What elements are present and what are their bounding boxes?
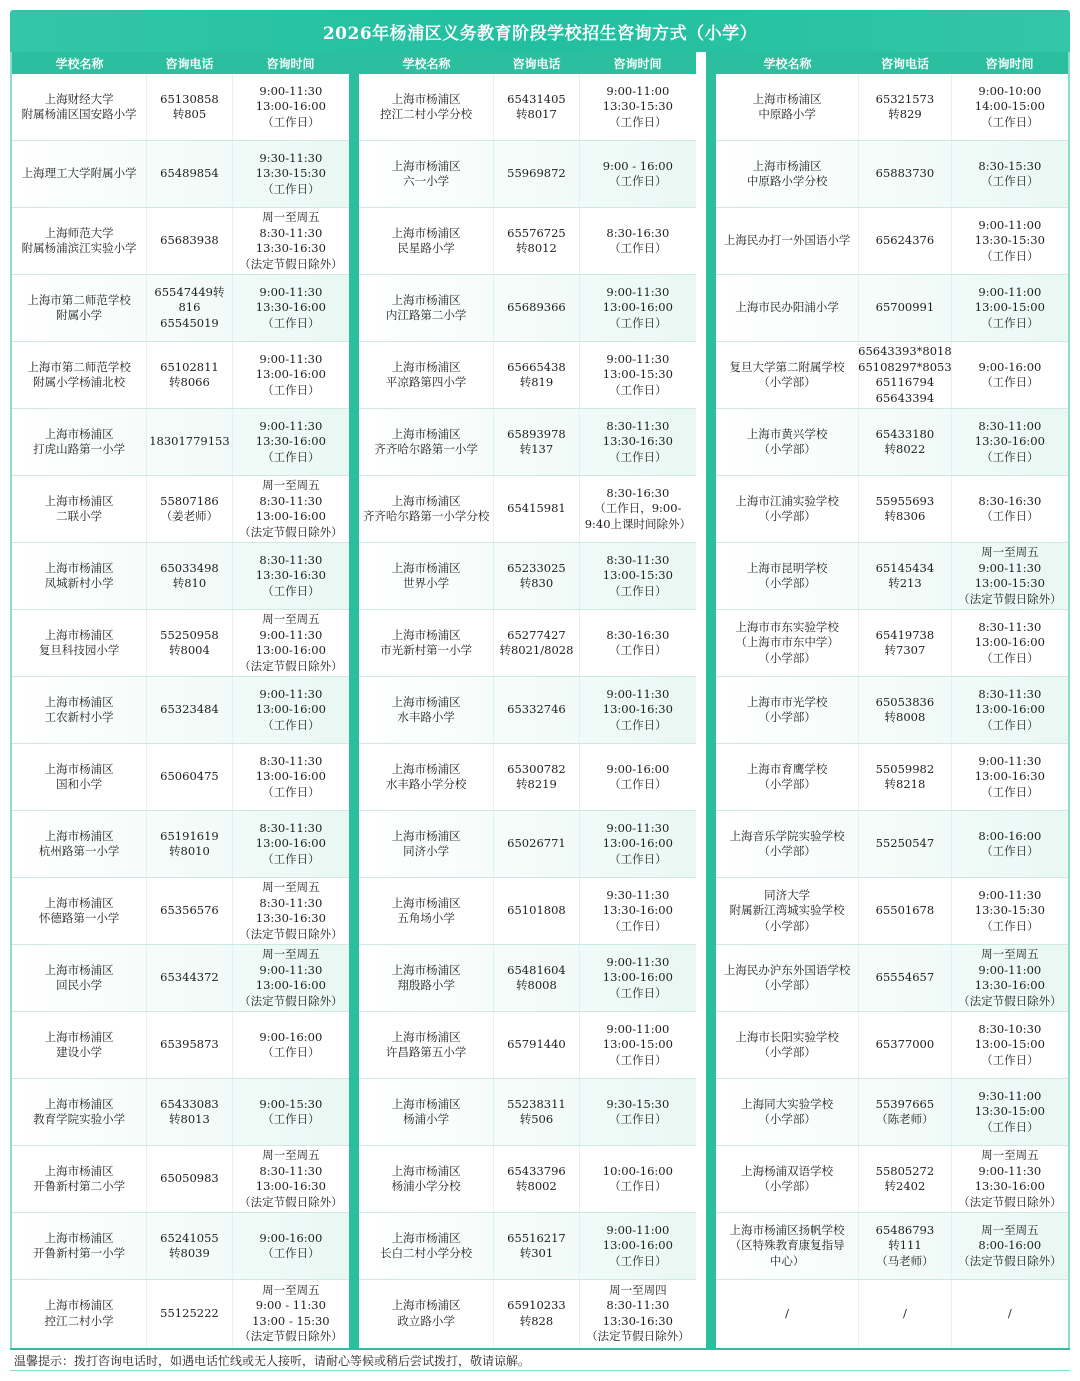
time-cell: 9:00-11:30 13:30-16:00 （工作日） [255, 284, 326, 330]
table-row [359, 275, 696, 342]
school-name-cell: 上海市第二师范学校 附属小学 [27, 292, 131, 322]
phone-cell: 65643393*8018 65108297*8053 65116794 65643394 [858, 342, 952, 408]
phone-cell: 65419738 转7307 [858, 610, 951, 676]
time-cell: 9:30-15:30 （工作日） [606, 1096, 670, 1126]
time-cell: / [1007, 1305, 1012, 1320]
time-cell: 9:30-11:30 13:30-16:00 （工作日） [602, 887, 673, 933]
header-school-name: 学校名称 [402, 56, 451, 71]
time-cell: 9:00-10:00 14:00-15:00 （工作日） [974, 83, 1045, 129]
school-name-cell: 上海市杨浦区 六一小学 [391, 158, 461, 188]
table-row [12, 1213, 349, 1280]
phone-cell: 65433083 转8013 [146, 1079, 233, 1145]
time-cell: 9:00-11:30 13:00-16:00 （工作日） [255, 351, 326, 397]
table-row [716, 677, 1068, 744]
school-name-cell: 上海市杨浦区 五角场小学 [391, 895, 461, 925]
phone-cell: 65547449转816 65545019 [146, 275, 233, 341]
table-row [716, 744, 1068, 811]
table-row [359, 208, 696, 275]
table-header [716, 52, 1068, 74]
phone-cell: 65486793 转111 （马老师） [858, 1213, 951, 1279]
phone-cell: 65516217 转301 [493, 1213, 580, 1279]
table-row [359, 409, 696, 476]
phone-cell: 65893978 转137 [493, 409, 580, 475]
school-name-cell: 上海理工大学附属小学 [21, 166, 137, 181]
phone-cell: 65481604 转8008 [493, 945, 580, 1011]
time-cell: 9:30-11:00 13:30-15:00 （工作日） [974, 1088, 1045, 1134]
school-name-cell: 上海市杨浦区 控江二村小学分校 [380, 91, 473, 121]
school-name-cell: 上海市杨浦区 二联小学 [44, 493, 114, 523]
table-row [716, 1079, 1068, 1146]
header-time: 咨询时间 [613, 56, 662, 71]
school-name-cell: 上海市杨浦区 水丰路小学分校 [385, 761, 467, 791]
school-name-cell: 上海市杨浦区 市光新村第一小学 [380, 627, 473, 657]
table-row [716, 610, 1068, 677]
table-column-3 [716, 52, 1068, 1347]
table-row [359, 1079, 696, 1146]
time-cell: 9:00-11:30 13:00-15:30 （工作日） [602, 351, 673, 397]
time-cell: 周一至周五 8:00-16:00 （法定节假日除外） [958, 1222, 1062, 1268]
phone-cell: 65053836 转8008 [858, 677, 951, 743]
school-name-cell: 上海市杨浦区 杨浦小学 [391, 1096, 461, 1126]
school-name-cell: 上海市杨浦区 水丰路小学 [391, 694, 461, 724]
table-row [359, 543, 696, 610]
phone-cell: 65689366 [493, 275, 580, 341]
table-row [716, 1213, 1068, 1280]
school-name-cell: 上海市杨浦区 齐齐哈尔路第一小学 [374, 426, 478, 456]
table-row [716, 141, 1068, 208]
phone-cell: 65395873 [146, 1012, 233, 1078]
phone-cell: 65145434 转213 [858, 543, 951, 609]
table-row [716, 208, 1068, 275]
school-name-cell: 上海市杨浦区 中原路小学分校 [746, 158, 828, 188]
phone-cell: 65433180 转8022 [858, 409, 951, 475]
time-cell: 8:30-11:30 13:30-16:30 （工作日） [255, 552, 326, 598]
phone-cell: 65050983 [146, 1146, 233, 1212]
table-row [716, 811, 1068, 878]
time-cell: 8:30-11:30 13:00-16:00 （工作日） [255, 753, 326, 799]
table-row [716, 1012, 1068, 1079]
time-cell: 9:00-16:00 （工作日） [259, 1029, 323, 1059]
table-row [12, 945, 349, 1012]
table-row [716, 543, 1068, 610]
time-cell: 周一至周五 9:00 - 11:30 13:00 - 15:30 （法定节假日除外） [239, 1282, 343, 1343]
phone-cell: 55238311 转506 [493, 1079, 580, 1145]
table-row [12, 74, 349, 141]
table-row [12, 543, 349, 610]
time-cell: 9:00-11:00 13:00-16:00 （工作日） [602, 1222, 673, 1268]
table-row [716, 476, 1068, 543]
phone-cell: 65433796 转8002 [493, 1146, 580, 1212]
phone-cell: 65060475 [146, 744, 233, 810]
school-name-cell: 上海市杨浦区 回民小学 [44, 962, 114, 992]
time-cell: 9:00-15:30 （工作日） [259, 1096, 323, 1126]
time-cell: 9:00-11:30 13:00-16:00 （工作日） [602, 954, 673, 1000]
school-name-cell: 同济大学 附属新江湾城实验学校 （小学部） [729, 887, 845, 933]
table-row [359, 811, 696, 878]
time-cell: 9:00-11:00 13:30-15:30 （工作日） [602, 83, 673, 129]
school-name-cell: 上海音乐学院实验学校 （小学部） [729, 828, 845, 858]
school-name-cell: 上海市杨浦区 长白二村小学分校 [380, 1230, 473, 1260]
school-name-cell: / [785, 1305, 790, 1320]
phone-cell: 65101808 [493, 878, 580, 944]
phone-cell: 65321573 转829 [858, 74, 951, 140]
phone-cell: 65431405 转8017 [493, 74, 580, 140]
table-header [359, 52, 696, 74]
time-cell: 9:00-11:30 13:00-16:00 （工作日） [255, 83, 326, 129]
phone-cell: 65700991 [858, 275, 951, 341]
table-row [716, 1146, 1068, 1213]
time-cell: 9:00-11:30 13:00-16:00 （工作日） [602, 284, 673, 330]
school-name-cell: 上海市长阳实验学校 （小学部） [735, 1029, 839, 1059]
table-row [12, 1146, 349, 1213]
page-title: 2026年杨浦区义务教育阶段学校招生咨询方式（小学） [10, 10, 1070, 52]
time-cell: 周一至周五 9:00-11:30 13:00-16:00 （法定节假日除外） [239, 612, 343, 673]
school-name-cell: 上海同大实验学校 （小学部） [741, 1096, 834, 1126]
phone-cell: 65683938 [146, 208, 233, 274]
school-name-cell: 上海市杨浦区 建设小学 [44, 1029, 114, 1059]
school-name-cell: 上海市杨浦区 控江二村小学 [44, 1298, 114, 1328]
school-name-cell: 上海市民办阳浦小学 [735, 300, 839, 315]
time-cell: 8:30-16:30 （工作日，9:00- 9:40上课时间除外） [584, 485, 692, 531]
time-cell: 9:00-11:30 13:00-16:30 （工作日） [602, 686, 673, 732]
phone-cell: 65356576 [146, 878, 233, 944]
time-cell: 9:00-11:30 13:00-16:30 （工作日） [974, 753, 1045, 799]
time-cell: 9:30-11:30 13:30-15:30 （工作日） [255, 150, 326, 196]
phone-cell: 65554657 [858, 945, 951, 1011]
table-row [359, 74, 696, 141]
time-cell: 周一至周五 8:30-11:30 13:00-16:00 （法定节假日除外） [239, 478, 343, 539]
time-cell: 10:00-16:00 （工作日） [602, 1163, 673, 1193]
time-cell: 周一至周五 8:30-11:30 13:30-16:30 （法定节假日除外） [239, 210, 343, 271]
phone-cell: 65102811 转8066 [146, 342, 233, 408]
school-name-cell: 上海市杨浦区 开鲁新村第一小学 [33, 1230, 126, 1260]
phone-cell: 65791440 [493, 1012, 580, 1078]
school-name-cell: 上海市杨浦区 杭州路第一小学 [38, 828, 120, 858]
table-row [12, 1012, 349, 1079]
school-name-cell: 上海市育鹰学校 （小学部） [746, 761, 828, 791]
school-name-cell: 上海市杨浦区 教育学院实验小学 [33, 1096, 126, 1126]
time-cell: 8:30-11:30 13:00-16:00 （工作日） [974, 686, 1045, 732]
school-name-cell: 上海财经大学 附属杨浦区国安路小学 [21, 91, 137, 121]
time-cell: 9:00-11:30 13:30-16:00 （工作日） [255, 418, 326, 464]
time-cell: 9:00-16:00 （工作日） [978, 359, 1042, 389]
table-row [12, 744, 349, 811]
phone-cell: 65332746 [493, 677, 580, 743]
table-column-2 [359, 52, 696, 1347]
school-name-cell: 上海市杨浦区 政立路小学 [391, 1298, 461, 1328]
phone-cell: 65033498 转810 [146, 543, 233, 609]
school-name-cell: 上海市杨浦区 许昌路第五小学 [385, 1029, 467, 1059]
table-row [359, 141, 696, 208]
time-cell: 8:30-10:30 13:00-15:00 （工作日） [974, 1021, 1045, 1067]
school-name-cell: 复旦大学第二附属学校 （小学部） [729, 359, 845, 389]
phone-cell: 65130858 转805 [146, 74, 233, 140]
phone-cell: 65883730 [858, 141, 951, 207]
table-column-1 [12, 52, 349, 1347]
time-cell: 9:00-16:00 （工作日） [606, 761, 670, 791]
table-row [359, 744, 696, 811]
time-cell: 9:00-11:30 13:30-15:30 （工作日） [974, 887, 1045, 933]
school-name-cell: 上海市杨浦区 杨浦小学分校 [391, 1163, 461, 1193]
school-name-cell: 上海市杨浦区 打虎山路第一小学 [33, 426, 126, 456]
phone-cell: 65277427 转8021/8028 [493, 610, 580, 676]
table-row [12, 208, 349, 275]
header-time: 咨询时间 [266, 56, 315, 71]
time-cell: 9:00-11:00 13:30-15:30 （工作日） [974, 217, 1045, 263]
time-cell: 8:30-16:30 （工作日） [606, 627, 670, 657]
phone-cell: 55059982 转8218 [858, 744, 951, 810]
phone-cell: 65576725 转8012 [493, 208, 580, 274]
school-name-cell: 上海市第二师范学校 附属小学杨浦北校 [27, 359, 131, 389]
notice-text: 温馨提示：拨打咨询电话时，如遇电话忙线或无人接听，请耐心等候或稍后尝试拨打，敬请谅解。 [10, 1350, 1070, 1371]
phone-cell: 55969872 [493, 141, 580, 207]
time-cell: 周一至周五 8:30-11:30 13:00-16:30 （法定节假日除外） [239, 1148, 343, 1209]
table-row [359, 1213, 696, 1280]
table-row [12, 878, 349, 945]
school-name-cell: 上海市杨浦区 齐齐哈尔路第一小学分校 [362, 493, 490, 523]
school-name-cell: 上海市杨浦区扬帆学校 （区特殊教育康复指导 中心） [729, 1222, 845, 1268]
table-row [716, 1280, 1068, 1347]
school-name-cell: 上海市杨浦区 平凉路第四小学 [385, 359, 467, 389]
school-name-cell: 上海市杨浦区 同济小学 [391, 828, 461, 858]
school-name-cell: 上海市杨浦区 世界小学 [391, 560, 461, 590]
time-cell: 8:30-11:30 13:30-16:30 （工作日） [602, 418, 673, 464]
time-cell: 8:30-15:30 （工作日） [978, 158, 1042, 188]
table-row [12, 476, 349, 543]
phone-cell: 65344372 [146, 945, 233, 1011]
phone-cell: 65300782 转8219 [493, 744, 580, 810]
phone-cell: 55250547 [858, 811, 951, 877]
time-cell: 8:30-11:30 13:00-16:00 （工作日） [255, 820, 326, 866]
time-cell: 9:00-11:30 13:00-16:00 （工作日） [602, 820, 673, 866]
school-name-cell: 上海市杨浦区 怀德路第一小学 [38, 895, 120, 925]
table-row [12, 610, 349, 677]
table-row [716, 342, 1068, 409]
table-row [359, 1012, 696, 1079]
table-row [716, 878, 1068, 945]
phone-cell: 18301779153 [146, 409, 233, 475]
phone-cell: 65377000 [858, 1012, 951, 1078]
table-row [716, 74, 1068, 141]
phone-cell: 55955693 转8306 [858, 476, 951, 542]
table-row [359, 342, 696, 409]
table-row [716, 275, 1068, 342]
time-cell: 周一至周四 8:30-11:30 13:30-16:30 （法定节假日除外） [586, 1282, 690, 1343]
table-row [359, 1280, 696, 1347]
school-name-cell: 上海市杨浦区 中原路小学 [752, 91, 822, 121]
table-row [359, 610, 696, 677]
header-school-name: 学校名称 [55, 56, 104, 71]
phone-cell: 65489854 [146, 141, 233, 207]
table-row [716, 945, 1068, 1012]
phone-cell: 65415981 [493, 476, 580, 542]
table-row [359, 1146, 696, 1213]
table-row [359, 878, 696, 945]
header-time: 咨询时间 [985, 56, 1034, 71]
phone-cell: 65665438 转819 [493, 342, 580, 408]
header-phone: 咨询电话 [165, 56, 214, 71]
time-cell: 8:30-16:30 （工作日） [978, 493, 1042, 523]
time-cell: 周一至周五 9:00-11:30 13:00-15:30 （法定节假日除外） [958, 545, 1062, 606]
school-name-cell: 上海市市光学校 （小学部） [746, 694, 828, 724]
school-name-cell: 上海市杨浦区 工农新村小学 [44, 694, 114, 724]
school-name-cell: 上海市杨浦区 民星路小学 [391, 225, 461, 255]
phone-cell: 65241055 转8039 [146, 1213, 233, 1279]
table-row [12, 275, 349, 342]
school-name-cell: 上海市昆明学校 （小学部） [746, 560, 828, 590]
phone-cell: 65026771 [493, 811, 580, 877]
table-row [716, 409, 1068, 476]
table-header [12, 52, 349, 74]
phone-cell: 65624376 [858, 208, 951, 274]
phone-cell: 65191619 转8010 [146, 811, 233, 877]
phone-cell: 55250958 转8004 [146, 610, 233, 676]
time-cell: 8:00-16:00 （工作日） [978, 828, 1042, 858]
phone-cell: 55397665 （陈老师） [858, 1079, 951, 1145]
table-row [359, 476, 696, 543]
school-name-cell: 上海市黄兴学校 （小学部） [746, 426, 828, 456]
school-name-cell: 上海市杨浦区 国和小学 [44, 761, 114, 791]
school-name-cell: 上海市杨浦区 凤城新村小学 [44, 560, 114, 590]
school-name-cell: 上海民办打一外国语小学 [723, 233, 851, 248]
school-name-cell: 上海市江浦实验学校 （小学部） [735, 493, 839, 523]
phone-cell: 65233025 转830 [493, 543, 580, 609]
table-row [12, 1079, 349, 1146]
school-name-cell: 上海市杨浦区 复旦科技园小学 [38, 627, 120, 657]
school-name-cell: 上海民办沪东外国语学校 （小学部） [723, 962, 851, 992]
header-phone: 咨询电话 [880, 56, 929, 71]
school-name-cell: 上海市杨浦区 翔殷路小学 [391, 962, 461, 992]
table-row [12, 811, 349, 878]
table-row [12, 677, 349, 744]
phone-cell: 65323484 [146, 677, 233, 743]
time-cell: 8:30-11:30 13:00-16:00 （工作日） [974, 619, 1045, 665]
table-row [12, 409, 349, 476]
time-cell: 9:00 - 16:00 （工作日） [602, 158, 673, 188]
time-cell: 周一至周五 9:00-11:30 13:00-16:00 （法定节假日除外） [239, 947, 343, 1008]
phone-cell: / [858, 1280, 951, 1347]
time-cell: 周一至周五 9:00-11:30 13:30-16:00 （法定节假日除外） [958, 1148, 1062, 1209]
school-name-cell: 上海市杨浦区 开鲁新村第二小学 [33, 1163, 126, 1193]
school-name-cell: 上海杨浦双语学校 （小学部） [741, 1163, 834, 1193]
header-phone: 咨询电话 [512, 56, 561, 71]
time-cell: 8:30-11:00 13:30-16:00 （工作日） [974, 418, 1045, 464]
time-cell: 9:00-11:00 13:00-15:00 （工作日） [602, 1021, 673, 1067]
column-divider [706, 52, 716, 1348]
header-school-name: 学校名称 [763, 56, 812, 71]
table-row [359, 677, 696, 744]
phone-cell: 55125222 [146, 1280, 233, 1347]
phone-cell: 65910233 转828 [493, 1280, 580, 1347]
time-cell: 周一至周五 9:00-11:00 13:30-16:00 （法定节假日除外） [958, 947, 1062, 1008]
time-cell: 周一至周五 8:30-11:30 13:30-16:30 （法定节假日除外） [239, 880, 343, 941]
phone-cell: 55805272 转2402 [858, 1146, 951, 1212]
time-cell: 9:00-11:00 13:00-15:00 （工作日） [974, 284, 1045, 330]
time-cell: 9:00-11:30 13:00-16:00 （工作日） [255, 686, 326, 732]
time-cell: 8:30-11:30 13:00-15:30 （工作日） [602, 552, 673, 598]
table-row [359, 945, 696, 1012]
column-divider [349, 52, 359, 1348]
table-row [12, 1280, 349, 1347]
school-name-cell: 上海市杨浦区 内江路第二小学 [385, 292, 467, 322]
school-name-cell: 上海市市东实验学校 （上海市市东中学） （小学部） [735, 619, 839, 665]
table-row [12, 342, 349, 409]
phone-cell: 55807186 （姜老师） [146, 476, 233, 542]
time-cell: 8:30-16:30 （工作日） [606, 225, 670, 255]
right-border [1068, 52, 1070, 1348]
phone-cell: 65501678 [858, 878, 951, 944]
table-row [12, 141, 349, 208]
time-cell: 9:00-16:00 （工作日） [259, 1230, 323, 1260]
school-name-cell: 上海师范大学 附属杨浦滨江实验小学 [21, 225, 137, 255]
